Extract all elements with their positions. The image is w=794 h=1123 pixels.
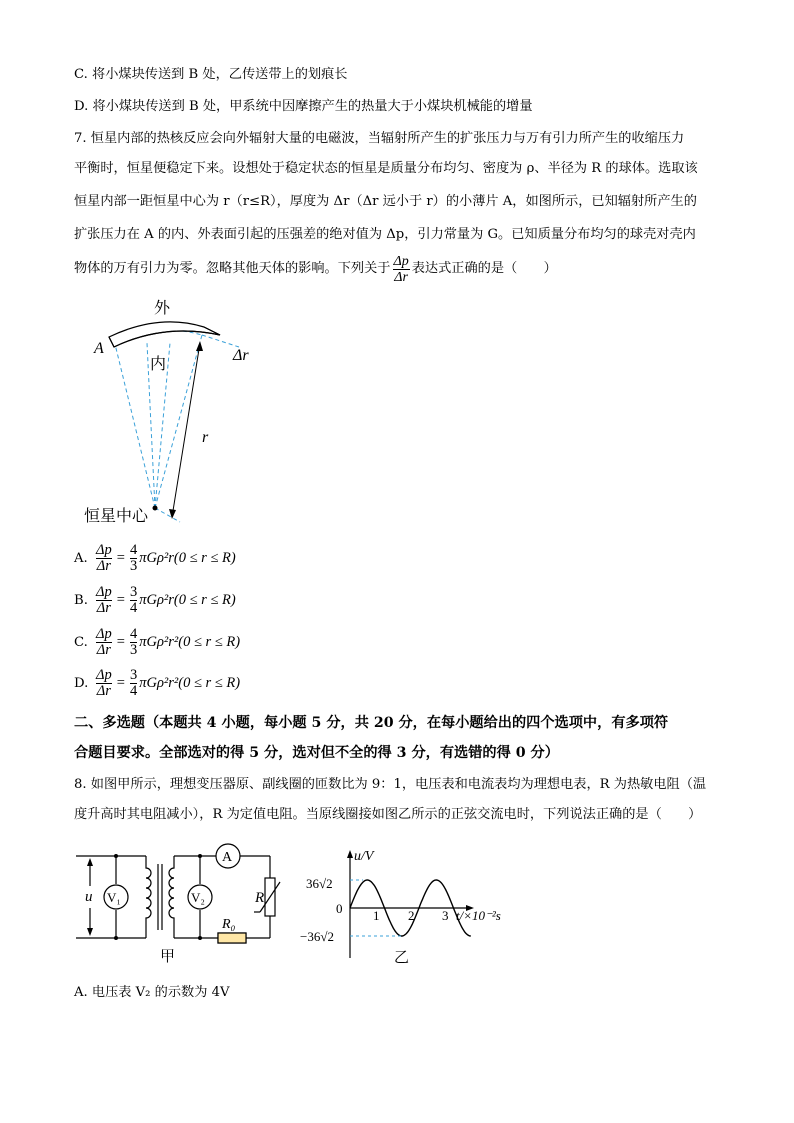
q7-option-coefficient: $\frac{4}{3}$ [129, 541, 138, 574]
circuit-label-r0: R₀ [222, 917, 236, 932]
q7-line-4: 扩张压力在 A 的内、外表面引起的压强差的绝对值为 Δp，引力常量为 G。已知质量分布均匀的球壳对壳内 [74, 227, 696, 242]
q7-option-coefficient: $\frac{3}{4}$ [129, 666, 138, 699]
figure-label-a: A [94, 340, 104, 357]
graph-origin: 0 [336, 901, 343, 916]
q7-option-lhs: $\frac{\Delta p}{\Delta r}$ [96, 666, 112, 699]
q8-line-1: 8. 如图甲所示，理想变压器原、副线圈的匝数比为 9：1，电压表和电流表均为理想电表，R 为热敏电阻（温 [74, 777, 707, 792]
section-2-header-line-2: 合题目要求。全部选对的得 5 分，选对但不全的得 3 分，有选错的得 0 分） [74, 745, 559, 761]
sine-graph [298, 848, 518, 970]
figure-label-center: 恒星中心 [84, 508, 149, 525]
q7-option-lhs: $\frac{\Delta p}{\Delta r}$ [96, 541, 112, 574]
q7-option [74, 580, 236, 620]
q7-option [74, 538, 236, 578]
circuit-label-v1: V₁ [107, 890, 121, 905]
figure-label-r: r [202, 429, 209, 446]
circuit-caption: 甲 [160, 949, 176, 965]
q7-option [74, 663, 240, 703]
q7-line-5-end: 表达式正确的是（ ） [411, 261, 557, 276]
q7-option-formula: $\frac{\Delta p}{\Delta r}$ = $\frac{4}{3}$ πGρ²r(0 ≤ r ≤ R) [96, 541, 236, 574]
section-2-header-line-1: 二、多选题（本题共 4 小题，每小题 5 分，共 20 分，在每小题给出的四个选项中，有多项符 [74, 715, 669, 731]
q7-option-label: D. [74, 675, 89, 691]
q7-option-formula: $\frac{\Delta p}{\Delta r}$ = $\frac{4}{3}$ πGρ²r²(0 ≤ r ≤ R) [96, 625, 241, 658]
q7-option-rest: πGρ²r(0 ≤ r ≤ R) [139, 591, 236, 608]
graph-tick-1: 1 [373, 908, 380, 923]
graph-ylabel: u/V [354, 849, 374, 864]
q6-option-d: D. 将小煤块传送到 B 处，甲系统中因摩擦产生的热量大于小煤块机械能的增量 [74, 99, 533, 114]
q7-fraction-denominator: Δr [394, 269, 408, 285]
graph-ymax: 36√2 [306, 876, 333, 891]
q7-option-label: A. [74, 550, 88, 566]
q7-line-3: 恒星内部一距恒星中心为 r（r≤R），厚度为 Δr（Δr 远小于 r）的小薄片 A，如图所示，已知辐射所产生的 [74, 194, 697, 209]
graph-xlabel: t/×10⁻²s [456, 908, 501, 923]
circuit-label-u: u [85, 889, 93, 905]
q7-option-rest: πGρ²r(0 ≤ r ≤ R) [139, 549, 236, 566]
q7-line-1: 7. 恒星内部的热核反应会向外辐射大量的电磁波，当辐射所产生的扩张压力与万有引力所产生的收缩压力 [74, 131, 685, 146]
q7-figure [84, 295, 274, 530]
q7-line-2: 平衡时，恒星便稳定下来。设想处于稳定状态的恒星是质量分布均匀、密度为 ρ、半径为 R 的球体。选取该 [74, 161, 698, 176]
graph-caption: 乙 [394, 950, 410, 966]
q7-option-rest: πGρ²r²(0 ≤ r ≤ R) [139, 674, 241, 691]
graph-tick-2: 2 [408, 908, 415, 923]
q7-option-coefficient: $\frac{3}{4}$ [129, 583, 138, 616]
graph-tick-3: 3 [442, 908, 449, 923]
q8-option-a: A. 电压表 V₂ 的示数为 4V [74, 985, 230, 1000]
q7-fraction-numerator: Δp [393, 253, 409, 269]
q7-option-rest: πGρ²r²(0 ≤ r ≤ R) [139, 633, 241, 650]
q7-option-formula: $\frac{\Delta p}{\Delta r}$ = $\frac{3}{4}$ πGρ²r(0 ≤ r ≤ R) [96, 583, 236, 616]
circuit-diagram [70, 840, 285, 970]
q7-option-formula: $\frac{\Delta p}{\Delta r}$ = $\frac{3}{4}$ πGρ²r²(0 ≤ r ≤ R) [96, 666, 241, 699]
q7-line-5-start: 物体的万有引力为零。忽略其他天体的影响。下列关于 [74, 261, 391, 276]
graph-ymin: −36√2 [300, 929, 334, 944]
figure-label-dr: Δr [233, 347, 249, 364]
q6-option-c: C. 将小煤块传送到 B 处，乙传送带上的划痕长 [74, 67, 348, 82]
q7-fraction [393, 254, 410, 285]
circuit-label-v2: V₂ [191, 890, 205, 905]
figure-label-inner: 内 [150, 356, 167, 373]
q7-option-label: B. [74, 592, 88, 608]
q7-option [74, 622, 240, 662]
q7-option-label: C. [74, 634, 88, 650]
q8-line-2: 度升高时其电阻减小），R 为定值电阻。当原线圈接如图乙所示的正弦交流电时，下列说法正确的是（ ） [74, 807, 702, 822]
q7-option-coefficient: $\frac{4}{3}$ [129, 625, 138, 658]
figure-label-outer: 外 [154, 300, 171, 317]
circuit-label-r: R [255, 890, 265, 906]
q7-option-lhs: $\frac{\Delta p}{\Delta r}$ [96, 625, 112, 658]
q7-option-lhs: $\frac{\Delta p}{\Delta r}$ [96, 583, 112, 616]
q7-line-5 [74, 252, 557, 286]
circuit-label-ammeter: A [222, 850, 233, 865]
